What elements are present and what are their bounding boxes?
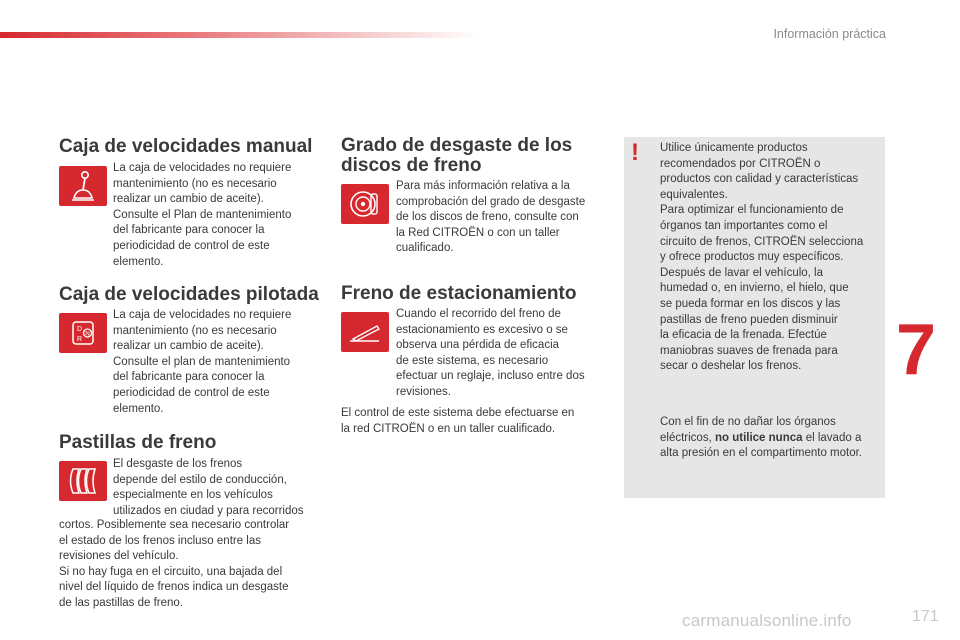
notice-bottom-pre: Con el fin de no dañar los órganos eléctricos, (660, 416, 836, 444)
brake-pads-text-continued: cortos. Posiblemente sea necesario controlar el estado de los frenos incluso entre las revisiones del vehículo. Si no hay fuga en el circuito, una bajada del nivel del líquido de frenos indica un desgaste de las pastillas de freno. (59, 519, 290, 609)
parking-brake-heading: Freno de estacionamiento (341, 283, 577, 304)
warning-exclamation-icon: ! (631, 139, 639, 166)
brake-disc-icon (341, 184, 389, 224)
parking-brake-lever-icon (341, 312, 389, 352)
parking-brake-text-continued: El control de este sistema debe efectuarse en la red CITROËN o en un taller cualificado. (341, 407, 575, 435)
header-title: Información práctica (773, 27, 886, 41)
pilotada-gearbox-heading: Caja de velocidades pilotada (59, 284, 319, 305)
gear-selector-icon (59, 313, 107, 353)
svg-text:D: D (77, 326, 83, 333)
pilotada-gearbox-text: La caja de velocidades no requiere mantenimiento (no es necesario realizar un cambio de aceite). Consulte el plan de mantenimiento del fabricante para conocer la periodicidad de control de este elemento. (113, 309, 292, 415)
manual-gearbox-text: La caja de velocidades no requiere mantenimiento (no es necesario realizar un cambio de aceite). Consulte el Plan de mantenimiento del fabricante para conocer la periodicidad de control de este elemento. (113, 162, 292, 268)
chapter-number: 7 (896, 310, 937, 390)
brake-discs-heading-line1: Grado de desgaste de los (341, 135, 573, 156)
svg-text:N: N (85, 331, 90, 338)
brake-discs-heading-line2: discos de freno (341, 155, 482, 176)
brake-pads-icon (59, 461, 107, 501)
notice-bottom-post: el lavado a alta presión en el compartimento motor. (660, 431, 862, 460)
notice-text: Utilice únicamente productos recomendados por CITROËN o productos con calidad y características equivalentes. Para optimizar el funcionamiento de órganos tan importantes como el circuito de frenos, CITROËN selecciona y ofrece productos muy específicos. Después de lavar el vehículo, la humedad o, en invierno, el hielo, que se pueda formar en los discos y las pastillas de freno pueden disminuir la eficacia de la frenada. Efectúe maniobras suaves de frenada para secar o deshelar los frenos. (660, 142, 864, 373)
page-number: 171 (912, 608, 939, 625)
manual-gearbox-heading: Caja de velocidades manual (59, 136, 313, 157)
brake-pads-heading: Pastillas de freno (59, 432, 217, 453)
header-accent-bar (0, 32, 480, 38)
watermark: carmanualsonline.info (682, 611, 852, 630)
gear-lever-icon (59, 166, 107, 206)
brake-discs-text: Para más información relativa a la comprobación del grado de desgaste de los discos de freno, consulte con la Red CITROËN o con un taller cualificado. (396, 180, 586, 255)
notice-bottom-bold: no utilice nunca (714, 431, 803, 444)
svg-text:R: R (77, 336, 83, 343)
notice-pressure-wash-text (660, 415, 882, 462)
parking-brake-text: Cuando el recorrido del freno de estacionamiento es excesivo o se observa una pérdida de eficacia de este sistema, es necesario efectuar un reglaje, incluso entre dos revisiones. (396, 308, 585, 398)
brake-pads-text: El desgaste de los frenos depende del estilo de conducción, especialmente en los vehículos utilizados en ciudad y para recorridos (113, 458, 304, 517)
